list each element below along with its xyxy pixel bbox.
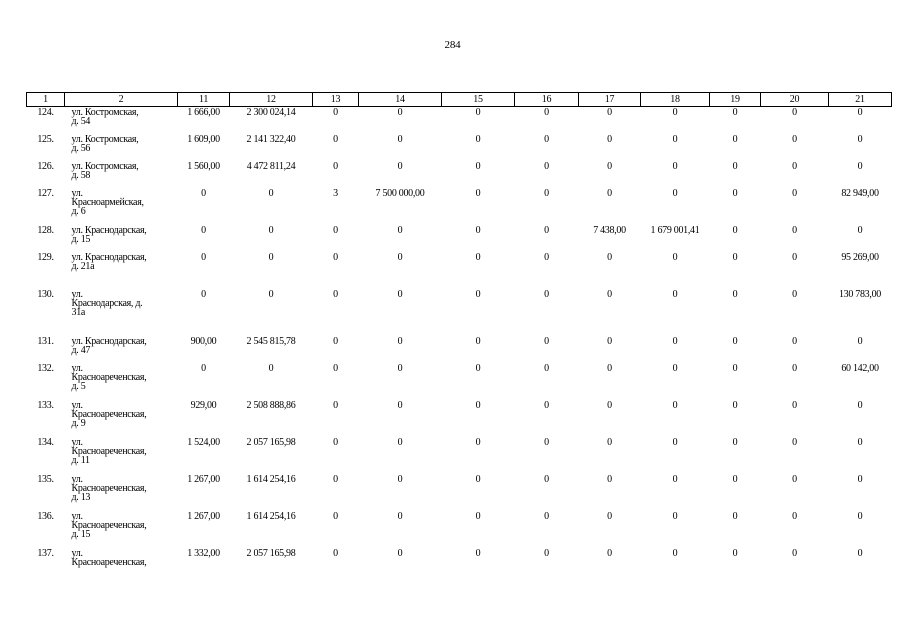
address-cell bbox=[65, 225, 178, 252]
header-cell: 12 bbox=[230, 93, 313, 107]
row-number: 125. bbox=[37, 134, 54, 145]
value-cell: 0 bbox=[792, 161, 797, 172]
value-cell: 7 438,00 bbox=[593, 225, 626, 236]
value-cell: 0 bbox=[268, 225, 274, 236]
value-cell: 0 bbox=[201, 363, 206, 374]
value-cell: 0 bbox=[544, 188, 549, 199]
address-line: д. 13 bbox=[71, 492, 91, 503]
value-cell: 0 bbox=[397, 289, 403, 300]
value-cell: 0 bbox=[475, 134, 481, 145]
value-cell: 0 bbox=[607, 474, 612, 485]
value-cell: 0 bbox=[857, 336, 863, 347]
value-cell: 0 bbox=[732, 107, 738, 118]
address-line: ул. Костромская, bbox=[71, 107, 139, 118]
address-line: Красноареченская, bbox=[71, 446, 147, 457]
value-cell: 7 500 000,00 bbox=[375, 188, 425, 199]
address-line: д. 15 bbox=[71, 234, 91, 245]
value-cell: 0 bbox=[857, 107, 863, 118]
address-line: ул. Краснодарская, bbox=[71, 225, 147, 236]
value-cell: 1 609,00 bbox=[187, 134, 220, 145]
header-cell: 2 bbox=[65, 93, 178, 107]
address-line: ул. Костромская, bbox=[71, 161, 139, 172]
value-cell: 0 bbox=[544, 511, 549, 522]
table-header bbox=[27, 93, 892, 107]
value-cell: 0 bbox=[732, 336, 738, 347]
address-cell bbox=[65, 363, 178, 400]
value-cell: 2 057 165,98 bbox=[246, 548, 296, 559]
value-cell: 1 332,00 bbox=[187, 548, 220, 559]
address-line: Красноареченская, bbox=[71, 372, 147, 383]
value-cell: 0 bbox=[397, 161, 403, 172]
value-cell: 0 bbox=[268, 289, 274, 300]
table-row bbox=[27, 548, 892, 575]
value-cell: 0 bbox=[672, 134, 678, 145]
table-row bbox=[27, 363, 892, 400]
address-line: Красноареченская, bbox=[71, 557, 147, 568]
value-cell: 0 bbox=[857, 474, 863, 485]
address-line: д. 54 bbox=[71, 116, 91, 127]
address-line: ул. bbox=[71, 400, 83, 411]
address-line: Красноармейская, bbox=[71, 197, 144, 208]
header-cell: 18 bbox=[641, 93, 710, 107]
address-line: д. 6 bbox=[71, 206, 86, 217]
header-cell: 15 bbox=[442, 93, 515, 107]
value-cell: 0 bbox=[732, 548, 738, 559]
address-cell bbox=[65, 188, 178, 225]
address-cell bbox=[65, 437, 178, 474]
value-cell: 0 bbox=[792, 400, 797, 411]
address-line: ул. Краснодарская, bbox=[71, 336, 147, 347]
row-number: 126. bbox=[37, 161, 54, 172]
value-cell: 95 269,00 bbox=[841, 252, 879, 263]
value-cell: 0 bbox=[792, 548, 797, 559]
value-cell: 1 560,00 bbox=[187, 161, 220, 172]
row-number: 129. bbox=[37, 252, 54, 263]
value-cell: 0 bbox=[397, 511, 403, 522]
value-cell: 0 bbox=[397, 107, 403, 118]
value-cell: 0 bbox=[732, 188, 738, 199]
value-cell: 0 bbox=[333, 134, 338, 145]
value-cell: 0 bbox=[857, 161, 863, 172]
value-cell: 0 bbox=[607, 363, 612, 374]
value-cell: 0 bbox=[672, 107, 678, 118]
value-cell: 0 bbox=[333, 474, 338, 485]
value-cell: 0 bbox=[792, 511, 797, 522]
value-cell: 0 bbox=[397, 400, 403, 411]
value-cell: 0 bbox=[333, 400, 338, 411]
row-number: 135. bbox=[37, 474, 54, 485]
address-line: 31а bbox=[71, 307, 86, 318]
address-cell bbox=[65, 548, 178, 575]
value-cell: 0 bbox=[544, 289, 549, 300]
address-cell bbox=[65, 511, 178, 548]
value-cell: 0 bbox=[607, 437, 612, 448]
value-cell: 0 bbox=[475, 511, 481, 522]
value-cell: 0 bbox=[672, 188, 678, 199]
page-number: 284 bbox=[444, 39, 461, 51]
address-line: ул. bbox=[71, 188, 83, 199]
value-cell: 0 bbox=[732, 363, 738, 374]
value-cell: 0 bbox=[475, 225, 481, 236]
value-cell: 0 bbox=[672, 474, 678, 485]
value-cell: 1 267,00 bbox=[187, 511, 220, 522]
data-table bbox=[26, 92, 892, 575]
value-cell: 0 bbox=[544, 107, 549, 118]
value-cell: 0 bbox=[201, 225, 206, 236]
value-cell: 0 bbox=[544, 134, 549, 145]
value-cell: 0 bbox=[672, 511, 678, 522]
table-row bbox=[27, 134, 892, 161]
row-number: 131. bbox=[37, 336, 54, 347]
address-line: ул. bbox=[71, 511, 83, 522]
value-cell: 0 bbox=[792, 336, 797, 347]
value-cell: 0 bbox=[201, 289, 206, 300]
value-cell: 0 bbox=[732, 511, 738, 522]
value-cell: 0 bbox=[544, 161, 549, 172]
row-number: 134. bbox=[37, 437, 54, 448]
value-cell: 0 bbox=[732, 134, 738, 145]
value-cell: 0 bbox=[201, 188, 206, 199]
address-line: д. 9 bbox=[71, 418, 86, 429]
value-cell: 2 545 815,78 bbox=[246, 336, 296, 347]
row-number: 128. bbox=[37, 225, 54, 236]
value-cell: 1 679 001,41 bbox=[650, 225, 700, 236]
header-cell: 1 bbox=[27, 93, 65, 107]
value-cell: 0 bbox=[672, 336, 678, 347]
address-line: д. 56 bbox=[71, 143, 91, 154]
value-cell: 0 bbox=[607, 289, 612, 300]
value-cell: 0 bbox=[607, 548, 612, 559]
value-cell: 0 bbox=[333, 511, 338, 522]
value-cell: 2 057 165,98 bbox=[246, 437, 296, 448]
address-line: ул. bbox=[71, 437, 83, 448]
value-cell: 0 bbox=[732, 225, 738, 236]
table-row bbox=[27, 107, 892, 135]
table-body bbox=[27, 107, 892, 576]
value-cell: 0 bbox=[475, 474, 481, 485]
value-cell: 0 bbox=[333, 548, 338, 559]
table-row bbox=[27, 161, 892, 188]
value-cell: 0 bbox=[544, 225, 549, 236]
value-cell: 0 bbox=[475, 161, 481, 172]
address-line: ул. Костромская, bbox=[71, 134, 139, 145]
value-cell: 0 bbox=[333, 252, 338, 263]
address-line: Красноареченская, bbox=[71, 520, 147, 531]
value-cell: 0 bbox=[333, 363, 338, 374]
value-cell: 0 bbox=[333, 225, 338, 236]
value-cell: 0 bbox=[792, 225, 797, 236]
value-cell: 0 bbox=[475, 400, 481, 411]
value-cell: 4 472 811,24 bbox=[246, 161, 296, 172]
value-cell: 0 bbox=[607, 107, 612, 118]
value-cell: 0 bbox=[544, 336, 549, 347]
value-cell: 0 bbox=[792, 437, 797, 448]
value-cell: 0 bbox=[544, 437, 549, 448]
value-cell: 0 bbox=[268, 363, 274, 374]
value-cell: 1 666,00 bbox=[187, 107, 220, 118]
value-cell: 0 bbox=[792, 252, 797, 263]
value-cell: 3 bbox=[333, 188, 338, 199]
value-cell: 0 bbox=[607, 252, 612, 263]
value-cell: 0 bbox=[792, 363, 797, 374]
value-cell: 0 bbox=[672, 161, 678, 172]
value-cell: 0 bbox=[397, 363, 403, 374]
table-row bbox=[27, 289, 892, 336]
value-cell: 0 bbox=[672, 400, 678, 411]
table-row bbox=[27, 225, 892, 252]
value-cell: 0 bbox=[333, 336, 338, 347]
value-cell: 0 bbox=[732, 437, 738, 448]
table-row bbox=[27, 252, 892, 289]
value-cell: 0 bbox=[475, 336, 481, 347]
value-cell: 0 bbox=[672, 548, 678, 559]
value-cell: 0 bbox=[544, 474, 549, 485]
row-number: 130. bbox=[37, 289, 54, 300]
value-cell: 82 949,00 bbox=[841, 188, 879, 199]
value-cell: 0 bbox=[544, 252, 549, 263]
value-cell: 0 bbox=[672, 252, 678, 263]
value-cell: 1 267,00 bbox=[187, 474, 220, 485]
value-cell: 0 bbox=[857, 437, 863, 448]
value-cell: 929,00 bbox=[190, 400, 217, 411]
address-line: д. 5 bbox=[71, 381, 86, 392]
value-cell: 0 bbox=[607, 134, 612, 145]
value-cell: 0 bbox=[268, 188, 274, 199]
address-line: ул. bbox=[71, 363, 83, 374]
value-cell: 0 bbox=[397, 134, 403, 145]
header-cell: 13 bbox=[313, 93, 359, 107]
value-cell: 0 bbox=[397, 336, 403, 347]
address-cell bbox=[65, 252, 178, 289]
value-cell: 0 bbox=[732, 400, 738, 411]
address-line: д. 21а bbox=[71, 261, 95, 272]
value-cell: 0 bbox=[397, 437, 403, 448]
value-cell: 0 bbox=[475, 363, 481, 374]
table-row bbox=[27, 437, 892, 474]
row-number: 137. bbox=[37, 548, 54, 559]
value-cell: 0 bbox=[792, 107, 797, 118]
header-cell: 21 bbox=[829, 93, 892, 107]
value-cell: 0 bbox=[397, 474, 403, 485]
header-cell: 14 bbox=[359, 93, 442, 107]
value-cell: 0 bbox=[607, 511, 612, 522]
address-line: Красноареченская, bbox=[71, 409, 147, 420]
header-row bbox=[27, 93, 892, 107]
value-cell: 0 bbox=[475, 107, 481, 118]
value-cell: 0 bbox=[732, 252, 738, 263]
header-cell: 16 bbox=[515, 93, 579, 107]
value-cell: 2 141 322,40 bbox=[246, 134, 296, 145]
table-row bbox=[27, 188, 892, 225]
value-cell: 0 bbox=[857, 548, 863, 559]
address-line: ул. bbox=[71, 548, 83, 559]
value-cell: 0 bbox=[607, 336, 612, 347]
value-cell: 0 bbox=[268, 252, 274, 263]
value-cell: 0 bbox=[857, 225, 863, 236]
value-cell: 0 bbox=[333, 437, 338, 448]
row-number: 132. bbox=[37, 363, 54, 374]
value-cell: 0 bbox=[732, 161, 738, 172]
value-cell: 2 300 024,14 bbox=[246, 107, 296, 118]
address-line: ул. bbox=[71, 289, 83, 300]
address-cell bbox=[65, 400, 178, 437]
address-line: ул. bbox=[71, 474, 83, 485]
row-number: 127. bbox=[37, 188, 54, 199]
value-cell: 0 bbox=[792, 289, 797, 300]
value-cell: 1 614 254,16 bbox=[246, 511, 296, 522]
value-cell: 0 bbox=[333, 161, 338, 172]
value-cell: 0 bbox=[544, 548, 549, 559]
value-cell: 60 142,00 bbox=[841, 363, 879, 374]
value-cell: 1 524,00 bbox=[187, 437, 220, 448]
value-cell: 0 bbox=[475, 289, 481, 300]
value-cell: 0 bbox=[475, 437, 481, 448]
value-cell: 0 bbox=[607, 161, 612, 172]
value-cell: 0 bbox=[732, 289, 738, 300]
value-cell: 0 bbox=[475, 252, 481, 263]
row-number: 133. bbox=[37, 400, 54, 411]
value-cell: 0 bbox=[475, 188, 481, 199]
value-cell: 0 bbox=[607, 400, 612, 411]
value-cell: 0 bbox=[857, 400, 863, 411]
header-cell: 20 bbox=[761, 93, 829, 107]
address-cell bbox=[65, 107, 178, 135]
value-cell: 1 614 254,16 bbox=[246, 474, 296, 485]
value-cell: 0 bbox=[475, 548, 481, 559]
value-cell: 0 bbox=[792, 188, 797, 199]
address-line: д. 47 bbox=[71, 345, 91, 356]
value-cell: 0 bbox=[544, 400, 549, 411]
value-cell: 0 bbox=[672, 437, 678, 448]
value-cell: 0 bbox=[732, 474, 738, 485]
value-cell: 0 bbox=[607, 188, 612, 199]
value-cell: 0 bbox=[672, 363, 678, 374]
address-cell bbox=[65, 134, 178, 161]
address-cell bbox=[65, 474, 178, 511]
value-cell: 0 bbox=[397, 225, 403, 236]
address-line: д. 15 bbox=[71, 529, 91, 540]
value-cell: 0 bbox=[333, 107, 338, 118]
address-cell bbox=[65, 161, 178, 188]
address-line: д. 11 bbox=[71, 455, 90, 466]
address-cell bbox=[65, 336, 178, 363]
address-line: ул. Краснодарская, bbox=[71, 252, 147, 263]
row-number: 136. bbox=[37, 511, 54, 522]
header-cell: 11 bbox=[178, 93, 230, 107]
value-cell: 0 bbox=[544, 363, 549, 374]
value-cell: 0 bbox=[857, 511, 863, 522]
address-cell bbox=[65, 289, 178, 336]
address-line: Красноареченская, bbox=[71, 483, 147, 494]
address-line: Краснодарская, д. bbox=[71, 298, 143, 309]
value-cell: 0 bbox=[397, 548, 403, 559]
row-number: 124. bbox=[37, 107, 54, 118]
value-cell: 0 bbox=[857, 134, 863, 145]
address-line: д. 58 bbox=[71, 170, 91, 181]
value-cell: 0 bbox=[792, 134, 797, 145]
value-cell: 900,00 bbox=[190, 336, 217, 347]
value-cell: 0 bbox=[397, 252, 403, 263]
value-cell: 0 bbox=[201, 252, 206, 263]
value-cell: 0 bbox=[792, 474, 797, 485]
table-row bbox=[27, 474, 892, 511]
table-row bbox=[27, 400, 892, 437]
value-cell: 0 bbox=[333, 289, 338, 300]
value-cell: 130 783,00 bbox=[838, 289, 881, 300]
header-cell: 19 bbox=[710, 93, 761, 107]
header-cell: 17 bbox=[579, 93, 641, 107]
value-cell: 2 508 888,86 bbox=[246, 400, 296, 411]
table-row bbox=[27, 336, 892, 363]
table-row bbox=[27, 511, 892, 548]
value-cell: 0 bbox=[672, 289, 678, 300]
